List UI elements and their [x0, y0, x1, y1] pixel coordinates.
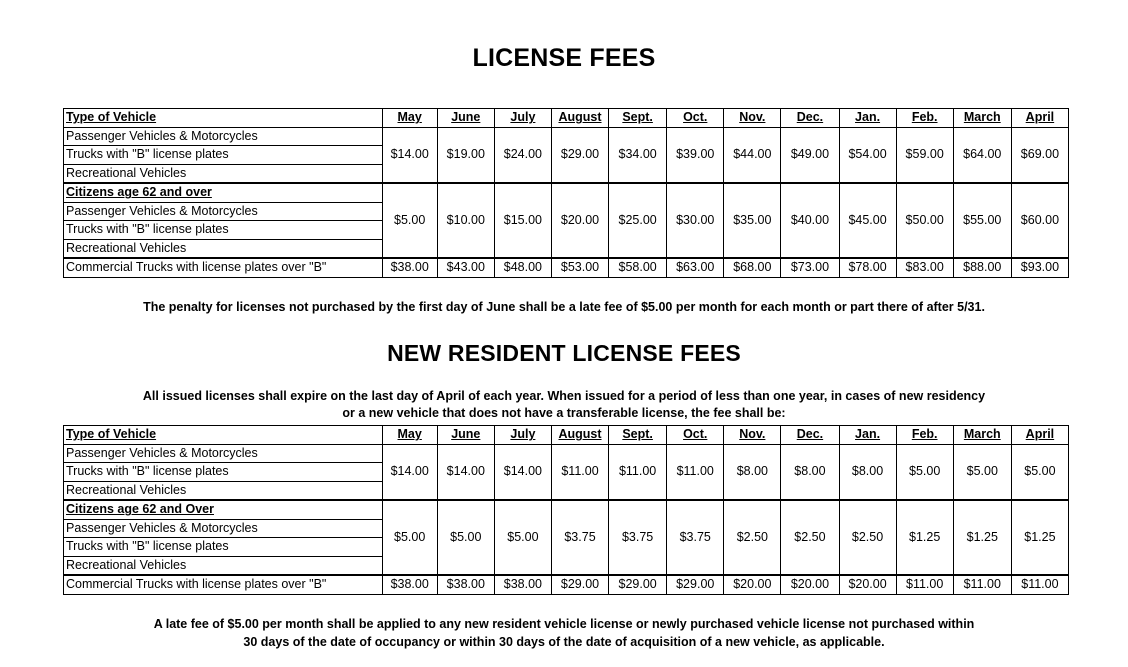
month-header: August — [551, 426, 608, 445]
type-of-vehicle-header: Type of Vehicle — [64, 109, 383, 128]
fee-value: $2.50 — [839, 500, 896, 575]
month-header: Oct. — [667, 109, 724, 128]
fee-value: $2.50 — [724, 500, 781, 575]
fee-value: $1.25 — [1011, 500, 1068, 575]
fee-value: $11.00 — [667, 444, 724, 500]
month-header: Jan. — [839, 426, 896, 445]
table-row — [64, 183, 1069, 202]
fee-value: $53.00 — [551, 258, 608, 277]
fee-value: $24.00 — [494, 127, 551, 183]
vehicle-type-label: Recreational Vehicles — [64, 164, 383, 183]
fee-value: $11.00 — [551, 444, 608, 500]
page-title: LICENSE FEES — [472, 44, 656, 72]
fee-value: $68.00 — [724, 258, 781, 277]
fee-value: $29.00 — [551, 575, 608, 594]
vehicle-type-label: Recreational Vehicles — [64, 239, 383, 258]
fee-value: $78.00 — [839, 258, 896, 277]
fee-value: $45.00 — [839, 183, 896, 258]
vehicle-type-label: Trucks with "B" license plates — [64, 221, 383, 240]
fee-value: $38.00 — [382, 258, 437, 277]
fee-value: $29.00 — [667, 575, 724, 594]
fee-value: $3.75 — [667, 500, 724, 575]
month-header: June — [437, 109, 494, 128]
table-row — [64, 444, 1069, 463]
fee-value: $25.00 — [609, 183, 667, 258]
fee-value: $50.00 — [896, 183, 953, 258]
fee-value: $8.00 — [724, 444, 781, 500]
month-header: Oct. — [667, 426, 724, 445]
fee-value: $60.00 — [1011, 183, 1068, 258]
fee-value: $3.75 — [551, 500, 608, 575]
vehicle-type-label: Passenger Vehicles & Motorcycles — [64, 519, 383, 538]
month-header: Jan. — [839, 109, 896, 128]
fee-value: $20.00 — [551, 183, 608, 258]
fee-value: $5.00 — [494, 500, 551, 575]
fee-value: $5.00 — [382, 183, 437, 258]
fee-value: $11.00 — [609, 444, 667, 500]
month-header: March — [953, 109, 1011, 128]
fee-value: $55.00 — [953, 183, 1011, 258]
month-header: Sept. — [609, 426, 667, 445]
vehicle-type-label: Trucks with "B" license plates — [64, 538, 383, 557]
expire-note-line1: All issued licenses shall expire on the last day of April of each year. When issued for a period of less than one year, in cases of new residency — [142, 389, 986, 403]
fee-value: $20.00 — [839, 575, 896, 594]
commercial-label: Commercial Trucks with license plates over "B" — [64, 575, 383, 594]
header-row — [64, 109, 1069, 128]
month-header: April — [1011, 426, 1068, 445]
fee-value: $69.00 — [1011, 127, 1068, 183]
fee-value: $2.50 — [781, 500, 839, 575]
fee-value: $14.00 — [382, 127, 437, 183]
table-row — [64, 127, 1069, 146]
fee-value: $8.00 — [781, 444, 839, 500]
late-fee-note-line2: 30 days of the date of occupancy or within 30 days of the date of acquisition of a new vehicle, as applicable. — [243, 635, 885, 649]
vehicle-type-label: Passenger Vehicles & Motorcycles — [64, 127, 383, 146]
month-header: Feb. — [896, 109, 953, 128]
new-resident-fees-table — [63, 425, 1069, 595]
fee-value: $5.00 — [953, 444, 1011, 500]
fee-value: $11.00 — [896, 575, 953, 594]
table-row — [64, 500, 1069, 519]
fee-value: $3.75 — [609, 500, 667, 575]
month-header: July — [494, 109, 551, 128]
citizens-62-heading: Citizens age 62 and over — [64, 183, 383, 202]
month-header: Dec. — [781, 109, 839, 128]
month-header: August — [551, 109, 608, 128]
fee-value: $63.00 — [667, 258, 724, 277]
vehicle-type-label: Trucks with "B" license plates — [64, 463, 383, 482]
commercial-row — [64, 575, 1069, 594]
fee-value: $5.00 — [437, 500, 494, 575]
fee-value: $40.00 — [781, 183, 839, 258]
citizens-62-heading: Citizens age 62 and Over — [64, 500, 383, 519]
fee-value: $34.00 — [609, 127, 667, 183]
month-header: July — [494, 426, 551, 445]
fee-value: $38.00 — [437, 575, 494, 594]
fee-value: $38.00 — [494, 575, 551, 594]
month-header: April — [1011, 109, 1068, 128]
fee-value: $83.00 — [896, 258, 953, 277]
penalty-note: The penalty for licenses not purchased by the first day of June shall be a late fee of $5.00 per month for each month or part there of after 5/31. — [143, 300, 985, 314]
expire-note-line2: or a new vehicle that does not have a transferable license, the fee shall be: — [342, 406, 786, 420]
commercial-row — [64, 258, 1069, 277]
late-fee-note-line1: A late fee of $5.00 per month shall be applied to any new resident vehicle license or newly purchased vehicle license not purchased within — [153, 617, 975, 631]
fee-value: $29.00 — [609, 575, 667, 594]
fee-value: $1.25 — [896, 500, 953, 575]
fee-value: $38.00 — [382, 575, 437, 594]
header-row — [64, 426, 1069, 445]
license-fees-table — [63, 108, 1069, 278]
fee-value: $20.00 — [781, 575, 839, 594]
month-header: Nov. — [724, 109, 781, 128]
fee-value: $59.00 — [896, 127, 953, 183]
fee-value: $1.25 — [953, 500, 1011, 575]
fee-value: $5.00 — [1011, 444, 1068, 500]
fee-value: $43.00 — [437, 258, 494, 277]
fee-value: $5.00 — [382, 500, 437, 575]
fee-value: $88.00 — [953, 258, 1011, 277]
month-header: May — [382, 109, 437, 128]
new-resident-title: NEW RESIDENT LICENSE FEES — [387, 340, 741, 366]
vehicle-type-label: Passenger Vehicles & Motorcycles — [64, 444, 383, 463]
month-header: March — [953, 426, 1011, 445]
month-header: June — [437, 426, 494, 445]
type-of-vehicle-header: Type of Vehicle — [64, 426, 383, 445]
month-header: Dec. — [781, 426, 839, 445]
fee-value: $48.00 — [494, 258, 551, 277]
fee-value: $44.00 — [724, 127, 781, 183]
fee-value: $10.00 — [437, 183, 494, 258]
fee-value: $64.00 — [953, 127, 1011, 183]
fee-value: $93.00 — [1011, 258, 1068, 277]
month-header: Nov. — [724, 426, 781, 445]
fee-value: $73.00 — [781, 258, 839, 277]
vehicle-type-label: Passenger Vehicles & Motorcycles — [64, 202, 383, 221]
fee-value: $29.00 — [551, 127, 608, 183]
vehicle-type-label: Recreational Vehicles — [64, 481, 383, 500]
month-header: Feb. — [896, 426, 953, 445]
fee-value: $14.00 — [494, 444, 551, 500]
fee-value: $11.00 — [1011, 575, 1068, 594]
commercial-label: Commercial Trucks with license plates over "B" — [64, 258, 383, 277]
fee-value: $35.00 — [724, 183, 781, 258]
fee-value: $30.00 — [667, 183, 724, 258]
fee-value: $19.00 — [437, 127, 494, 183]
fee-value: $39.00 — [667, 127, 724, 183]
fee-value: $5.00 — [896, 444, 953, 500]
vehicle-type-label: Recreational Vehicles — [64, 556, 383, 575]
fee-value: $8.00 — [839, 444, 896, 500]
vehicle-type-label: Trucks with "B" license plates — [64, 146, 383, 165]
fee-value: $20.00 — [724, 575, 781, 594]
fee-value: $11.00 — [953, 575, 1011, 594]
fee-value: $58.00 — [609, 258, 667, 277]
month-header: Sept. — [609, 109, 667, 128]
month-header: May — [382, 426, 437, 445]
fee-value: $14.00 — [382, 444, 437, 500]
fee-value: $15.00 — [494, 183, 551, 258]
fee-value: $49.00 — [781, 127, 839, 183]
fee-value: $14.00 — [437, 444, 494, 500]
fee-value: $54.00 — [839, 127, 896, 183]
